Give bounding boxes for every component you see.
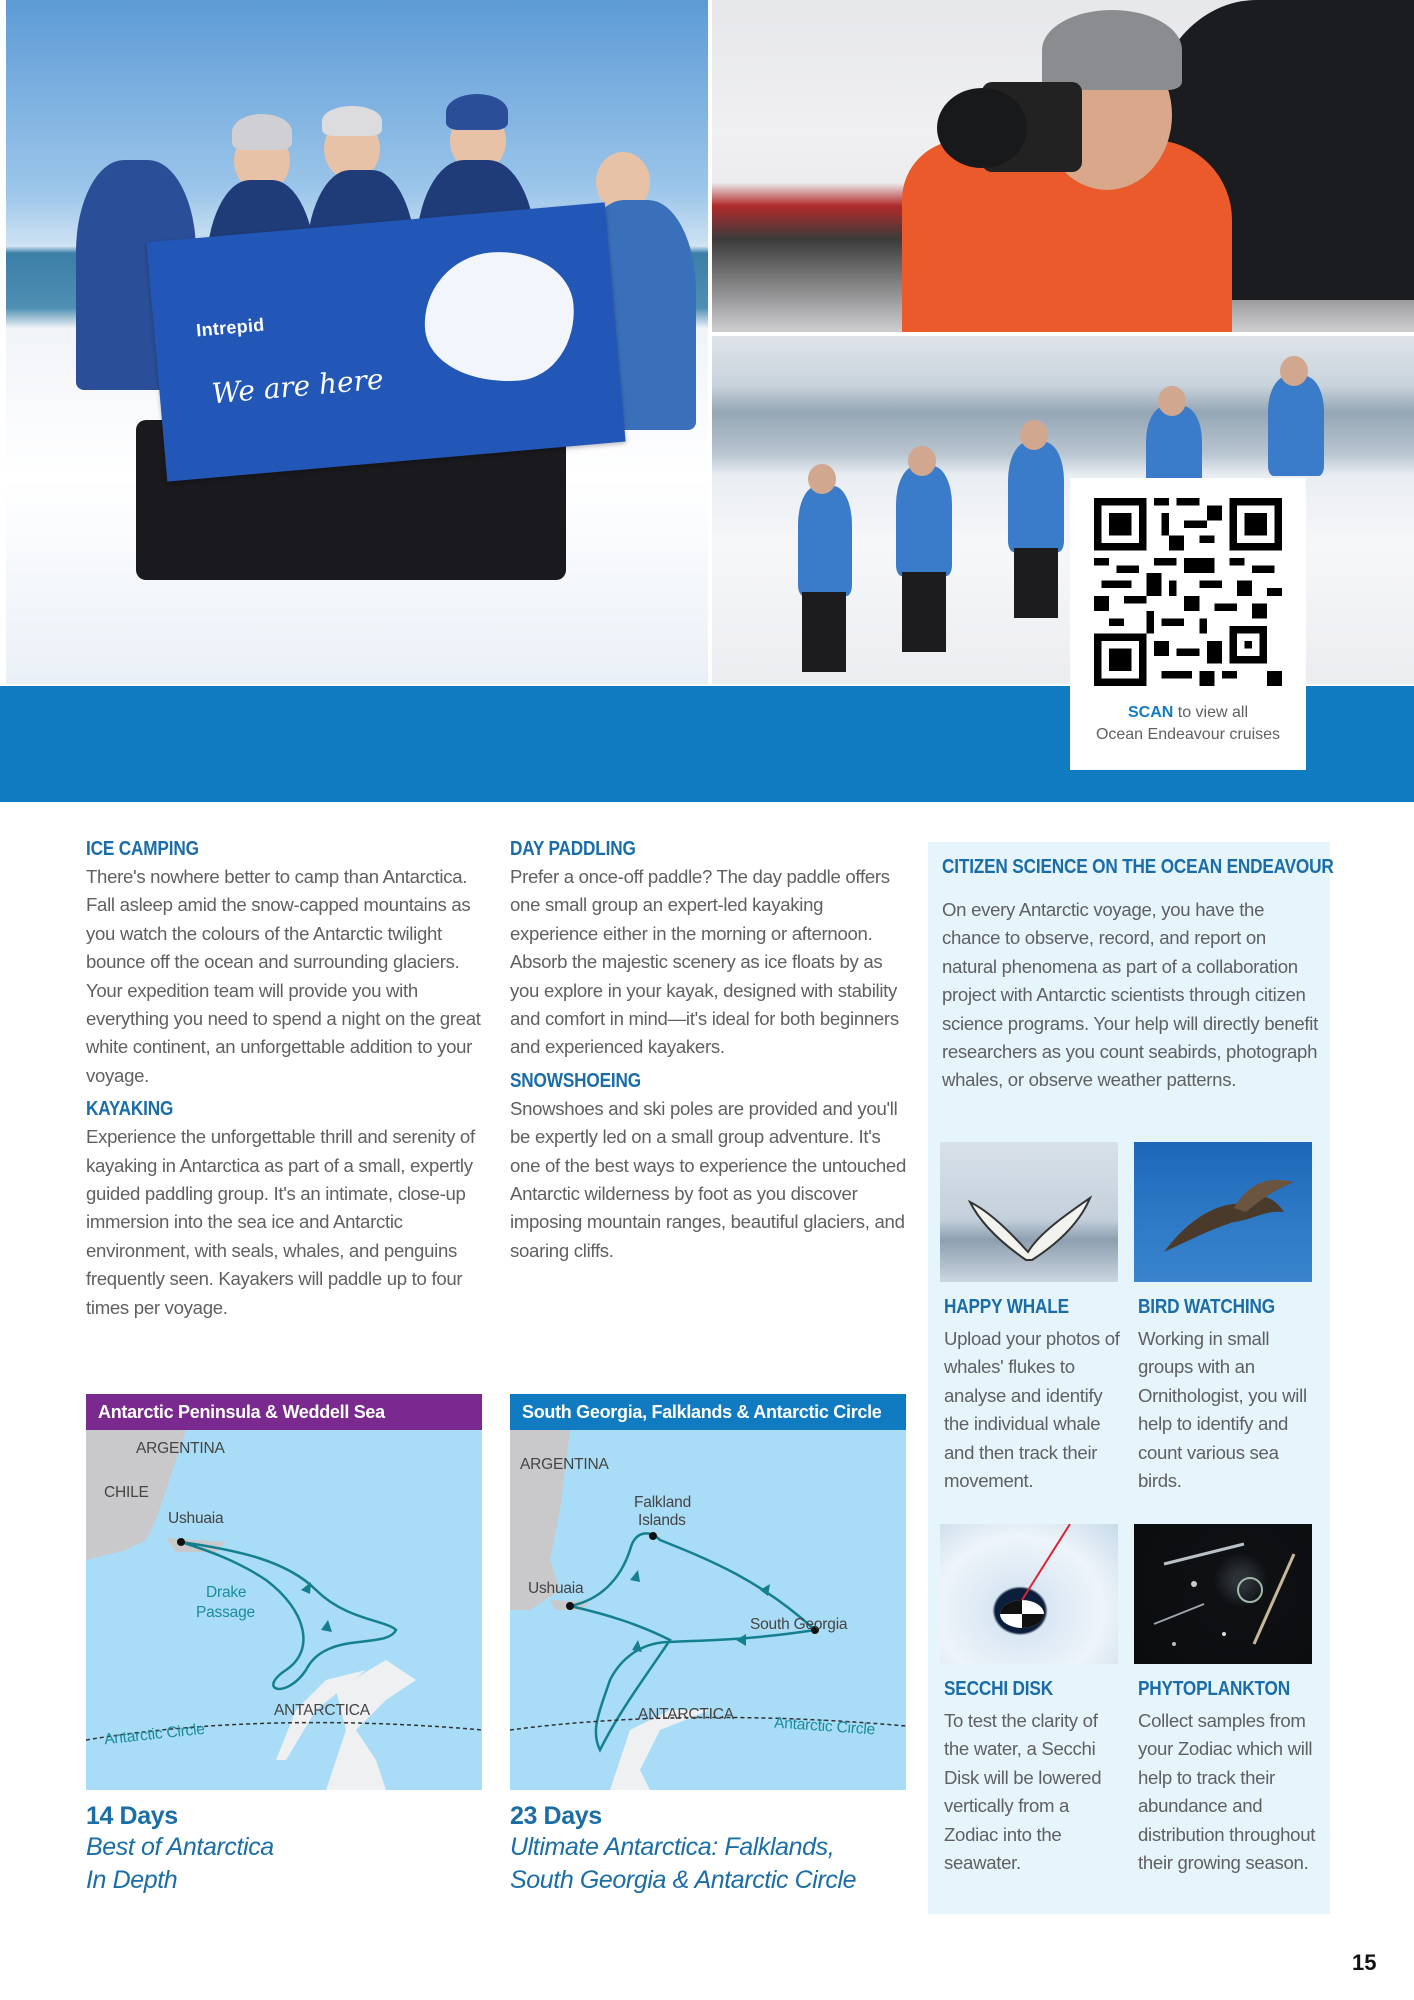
map-label-falkland: Falkland (634, 1494, 691, 1511)
map-label-antarctica: ANTARCTICA (638, 1706, 734, 1723)
map-label-ushuaia: Ushuaia (528, 1580, 584, 1597)
intrepid-flag (146, 202, 625, 481)
text-snowshoeing: Snowshoes and ski poles are provided and you'll be expertly led on a small group adventure. It's one of the best ways to experience the untouched Antarctic wilderness by foot as you discover imposing mountain ranges, beautiful glaciers, and soaring cliffs. (510, 1097, 906, 1261)
grey-beanie (1042, 10, 1182, 90)
text-secchi-disk: To test the clarity of the water, a Secchi Disk will be lowered vertically from a Zodiac into the seawater. (944, 1710, 1102, 1874)
trip-duration: 14 Days (86, 1802, 178, 1830)
hiker-head (1280, 356, 1308, 386)
trip-duration: 23 Days (510, 1802, 602, 1830)
text-day-paddling: Prefer a once-off paddle? The day paddle offers one small group an expert-led kayaking experience either in the morning or afternoon. Absorb the majestic scenery as ice floats by as you explore in your kayak, designed with stability and comfort in mind—it's ideal for both beginners and experienced kayakers. (510, 866, 899, 1058)
beanie (322, 106, 382, 136)
plankton-icon (1134, 1524, 1312, 1664)
map-header: Antarctic Peninsula & Weddell Sea (86, 1394, 482, 1430)
heading-ice-camping: ICE CAMPING (86, 838, 199, 860)
hiker-legs (1014, 548, 1058, 618)
seabird-image (1134, 1142, 1312, 1282)
hiker-head (808, 464, 836, 494)
text-bird-watching: Working in small groups with an Ornithologist, you will help to identify and count various sea birds. (1138, 1328, 1307, 1492)
beanie (232, 114, 292, 150)
map-label-islands: Islands (638, 1512, 686, 1529)
heading-snowshoeing: SNOWSHOEING (510, 1069, 641, 1092)
citizen-science-intro: On every Antarctic voyage, you have the chance to observe, record, and report on natural phenomena as part of a collaboration project with Antarctic scientists through citizen science programs. Your help will directly benefit researchers as you count seabirds, photograph whales, or observe weather patterns. (942, 899, 1318, 1091)
citizen-science-panel (928, 842, 1334, 1914)
map-label-argentina: ARGENTINA (520, 1456, 609, 1473)
heading-secchi-disk: SECCHI DISK (944, 1678, 1053, 1700)
camera-lens-icon (937, 88, 1027, 168)
antarctica-shape-icon (419, 246, 580, 389)
text-happy-whale: Upload your photos of whales' flukes to analyse and identify the individual whale and then track their movement. (944, 1328, 1120, 1492)
map-label-antarctic-circle: Antarctic Circle (103, 1720, 206, 1749)
whale-tail-image (940, 1142, 1118, 1282)
activities-column-middle (510, 838, 910, 1273)
text-phytoplankton: Collect samples from your Zodiac which will help to track their abundance and distribution throughout their growing season. (1138, 1710, 1316, 1874)
map-label-argentina: ARGENTINA (136, 1440, 225, 1457)
qr-caption-line1: to view all (1173, 704, 1249, 721)
flag-brand-text: Intrepid (195, 314, 266, 341)
text-kayaking: Experience the unforgettable thrill and serenity of kayaking in Antarctica as part of a small, expertly guided paddling group. It's an intimate, close-up immersion into the sea ice and Antarctic environment, with seals, whales, and penguins frequently seen. Kayakers will paddle up to four times per voyage. (86, 1126, 475, 1318)
map-header: South Georgia, Falklands & Antarctic Circle (510, 1394, 906, 1430)
trip-ultimate-antarctica[interactable] (510, 1802, 856, 1897)
map-label-antarctica: ANTARCTICA (274, 1702, 370, 1719)
secchi-disk-image (940, 1524, 1118, 1664)
citizen-science-title: CITIZEN SCIENCE ON THE OCEAN ENDEAVOUR (942, 856, 1334, 878)
route-map-south-georgia-falklands (510, 1394, 906, 1790)
map-label-drake: Drake (206, 1584, 247, 1601)
trip-name-line2: South Georgia & Antarctic Circle (510, 1866, 857, 1894)
hiker-head (908, 446, 936, 476)
photo-group-with-flag (6, 0, 708, 684)
activity-ice-camping (86, 838, 486, 1090)
heading-day-paddling: DAY PADDLING (510, 838, 636, 860)
phytoplankton-image (1134, 1524, 1312, 1664)
map-label-south-georgia: South Georgia (750, 1616, 848, 1633)
heading-phytoplankton: PHYTOPLANKTON (1138, 1678, 1290, 1700)
map-label-chile: CHILE (104, 1484, 149, 1501)
flag-script-text: We are here (210, 362, 385, 411)
trip-name-line1: Ultimate Antarctica: Falklands, (510, 1833, 835, 1861)
activity-snowshoeing (510, 1070, 910, 1265)
qr-caption (1070, 702, 1306, 746)
qr-code-card[interactable] (1070, 478, 1306, 770)
map-label-antarctic-circle: Antarctic Circle (773, 1714, 876, 1739)
activity-day-paddling (510, 838, 910, 1062)
secchi-disk-icon (940, 1524, 1118, 1664)
hiker-figure (1008, 442, 1064, 552)
hiker-legs (902, 572, 946, 652)
cs-item-happy-whale (940, 1142, 1126, 1495)
map-body (86, 1430, 482, 1790)
hiker-figure (896, 466, 952, 576)
photo-photographer (712, 0, 1414, 332)
beanie (446, 94, 508, 130)
whale-fluke-icon (940, 1142, 1118, 1282)
hiker-figure (1268, 376, 1324, 476)
map-label-passage: Passage (196, 1604, 255, 1621)
seabird-icon (1134, 1142, 1312, 1282)
map-body (510, 1430, 906, 1790)
heading-bird-watching: BIRD WATCHING (1138, 1296, 1275, 1318)
cs-item-bird-watching (1134, 1142, 1320, 1495)
qr-code-icon[interactable] (1094, 498, 1282, 686)
heading-kayaking: KAYAKING (86, 1098, 174, 1121)
hiker-head (1158, 386, 1186, 416)
hiker-legs (802, 592, 846, 672)
text-ice-camping: There's nowhere better to camp than Antarctica. Fall asleep amid the snow-capped mountains as you watch the colours of the Antarctic twilight bounce off the ocean and surrounding glaciers. Your expedition team will provide you with everything you need to spend a night on the great white continent, an unforgettable addition to your voyage. (86, 866, 481, 1086)
page-number: 15 (1352, 1950, 1377, 1975)
photo-hikers-on-snow (712, 336, 1414, 684)
activity-kayaking (86, 1098, 486, 1322)
hiker-head (1020, 420, 1048, 450)
trip-name-line1: Best of Antarctica (86, 1833, 274, 1861)
activities-column-left (86, 838, 486, 1330)
route-map-peninsula-weddell (86, 1394, 482, 1790)
qr-caption-line2: Ocean Endeavour cruises (1095, 726, 1281, 743)
trip-name-line2: In Depth (86, 1866, 178, 1894)
trip-best-of-antarctica[interactable] (86, 1802, 274, 1897)
cs-item-secchi-disk (940, 1524, 1126, 1877)
scan-label: SCAN (1127, 704, 1174, 721)
heading-happy-whale: HAPPY WHALE (944, 1296, 1069, 1318)
map-label-ushuaia: Ushuaia (168, 1510, 224, 1527)
hiker-figure (798, 486, 852, 596)
cs-item-phytoplankton (1134, 1524, 1320, 1877)
